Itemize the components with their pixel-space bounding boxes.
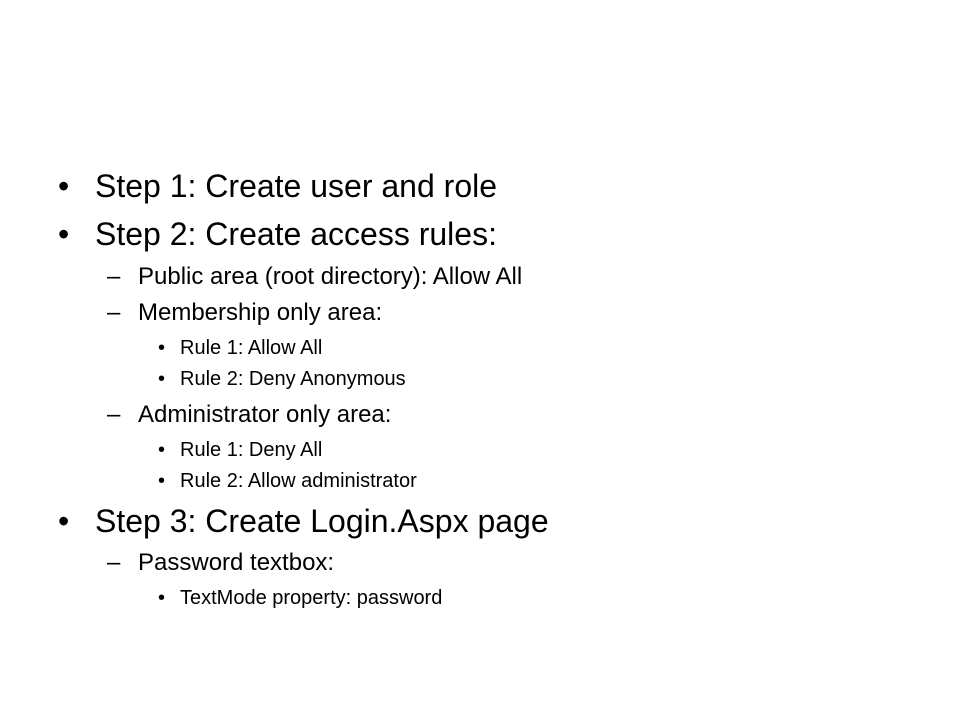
rule-text: Rule 1: Deny All	[180, 439, 323, 461]
bullet-marker: •	[58, 503, 70, 539]
rule-text: Rule 2: Deny Anonymous	[180, 368, 406, 390]
bullet-marker: •	[158, 587, 166, 609]
bullet-text: Step 1: Create user and role	[95, 168, 498, 204]
bullet-marker: •	[158, 470, 166, 492]
sub-item-text: Password textbox:	[138, 549, 335, 576]
bullet-marker: •	[158, 337, 166, 359]
sub-item-text: Public area (root directory): Allow All	[138, 263, 523, 290]
bullet-marker: •	[58, 168, 70, 204]
bullet-text: Step 3: Create Login.Aspx page	[95, 503, 549, 539]
sub-item-text: Administrator only area:	[138, 401, 392, 428]
property-text: TextMode property: password	[180, 587, 443, 609]
bullet-marker: •	[158, 439, 166, 461]
rule-text: Rule 1: Allow All	[180, 337, 323, 359]
bullet-text: Step 2: Create access rules:	[95, 216, 497, 252]
rule-text: Rule 2: Allow administrator	[180, 470, 417, 492]
dash-marker: –	[107, 263, 121, 290]
bullet-marker: •	[58, 216, 70, 252]
bullet-marker: •	[158, 368, 166, 390]
dash-marker: –	[107, 401, 121, 428]
dash-marker: –	[107, 299, 121, 326]
dash-marker: –	[107, 549, 121, 576]
sub-item-text: Membership only area:	[138, 299, 383, 326]
